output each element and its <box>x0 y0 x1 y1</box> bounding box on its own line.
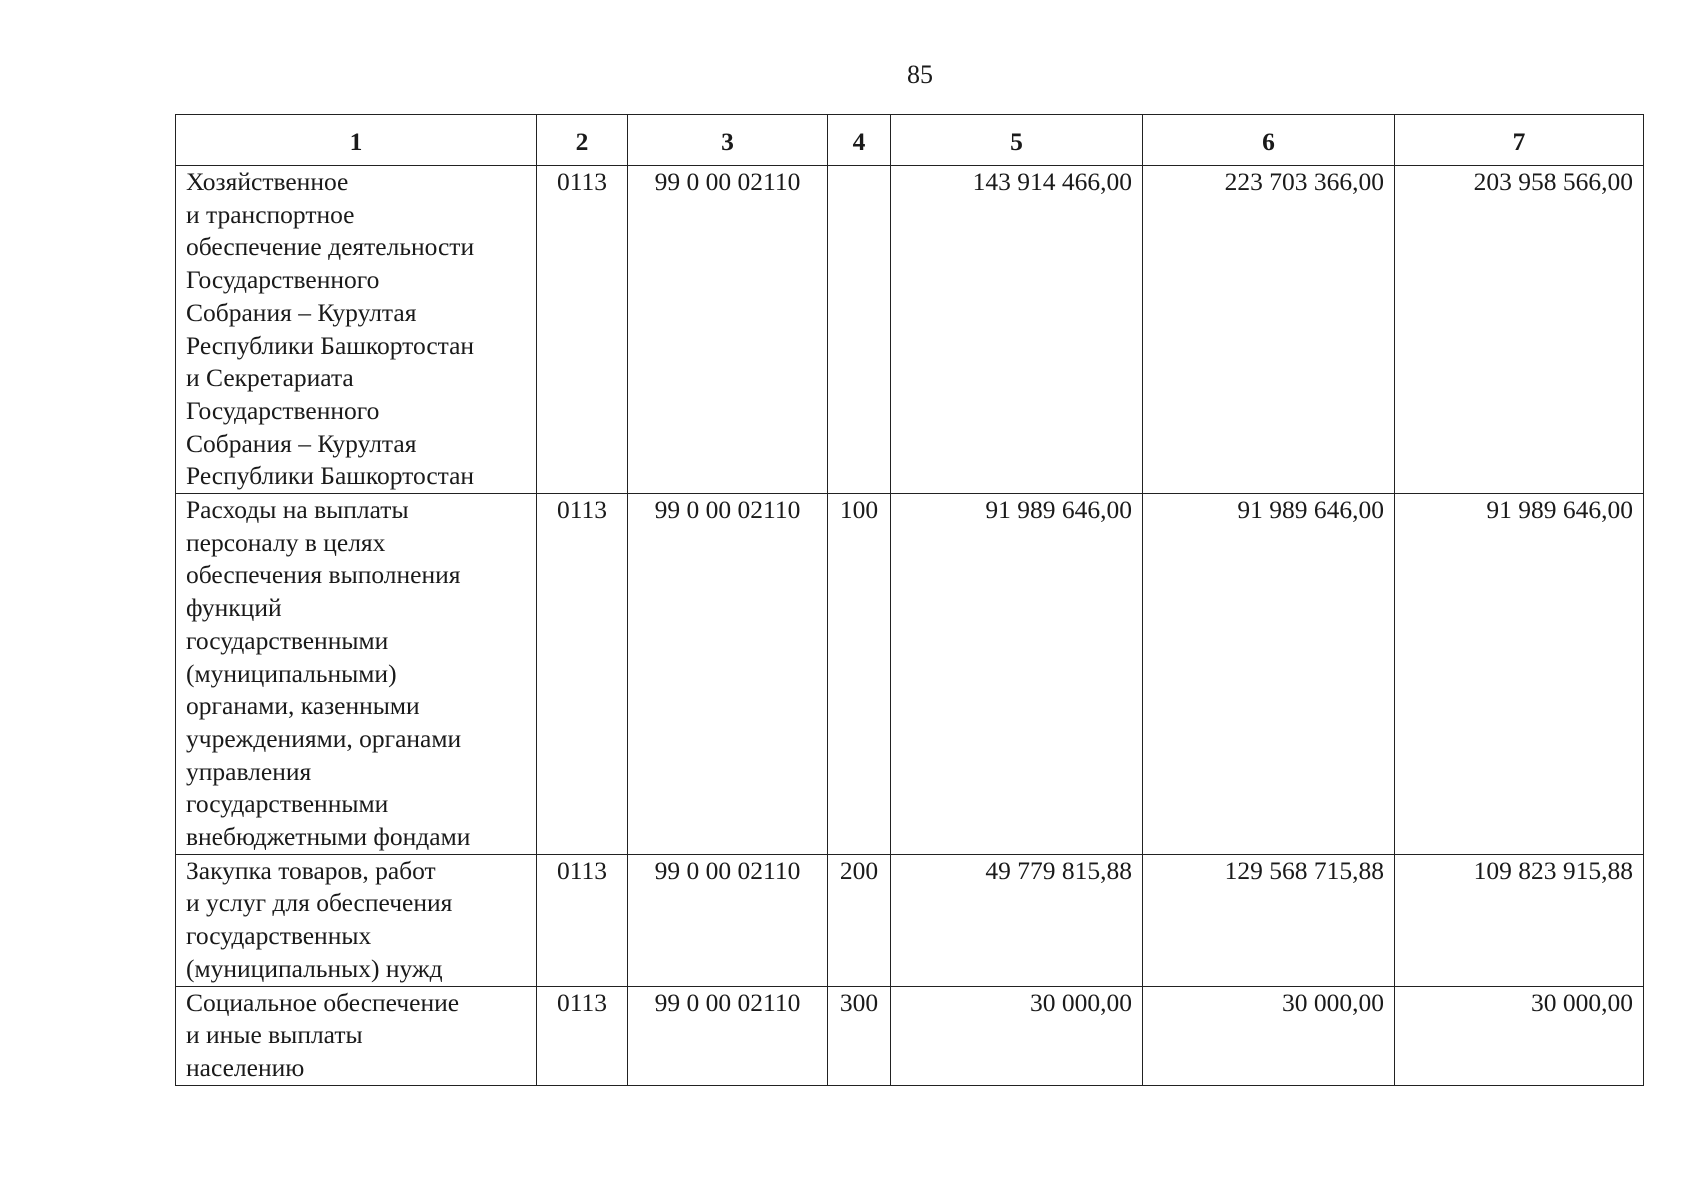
row-name: Хозяйственное и транспортное обеспечение деятельности Государственного Собрания – Курултая Республики Башкортостан и Секретариата Государственного Собрания – Курултая Республики Башкортостан <box>176 166 537 494</box>
row-section-code: 0113 <box>537 854 628 986</box>
row-amount-col6: 223 703 366,00 <box>1143 166 1395 494</box>
row-expense-type: 200 <box>828 854 891 986</box>
row-amount-col6: 129 568 715,88 <box>1143 854 1395 986</box>
header-col-7: 7 <box>1395 115 1644 166</box>
row-amount-col6: 30 000,00 <box>1143 986 1395 1085</box>
table-row <box>176 494 1644 855</box>
row-amount-col7: 203 958 566,00 <box>1395 166 1644 494</box>
row-amount-col6: 91 989 646,00 <box>1143 494 1395 855</box>
row-amount-col7: 91 989 646,00 <box>1395 494 1644 855</box>
row-section-code: 0113 <box>537 986 628 1085</box>
header-col-5: 5 <box>891 115 1143 166</box>
row-expense-type: 100 <box>828 494 891 855</box>
row-amount-col5: 143 914 466,00 <box>891 166 1143 494</box>
header-col-3: 3 <box>628 115 828 166</box>
row-amount-col7: 30 000,00 <box>1395 986 1644 1085</box>
row-amount-col5: 91 989 646,00 <box>891 494 1143 855</box>
header-col-2: 2 <box>537 115 628 166</box>
row-section-code: 0113 <box>537 166 628 494</box>
table-row <box>176 986 1644 1085</box>
row-amount-col5: 49 779 815,88 <box>891 854 1143 986</box>
table-row <box>176 166 1644 494</box>
header-row <box>176 115 1644 166</box>
page-number: 85 <box>907 60 933 89</box>
header-col-1: 1 <box>176 115 537 166</box>
row-name: Закупка товаров, работ и услуг для обеспечения государственных (муниципальных) нужд <box>176 854 537 986</box>
row-expense-type: 300 <box>828 986 891 1085</box>
row-target-article: 99 0 00 02110 <box>628 854 828 986</box>
row-target-article: 99 0 00 02110 <box>628 166 828 494</box>
row-target-article: 99 0 00 02110 <box>628 494 828 855</box>
row-name: Расходы на выплаты персоналу в целях обеспечения выполнения функций государственными (муниципальными) органами, казенными учреждениями, органами управления государственными внебюджетными фондами <box>176 494 537 855</box>
budget-table <box>175 114 1644 1086</box>
row-section-code: 0113 <box>537 494 628 855</box>
row-amount-col7: 109 823 915,88 <box>1395 854 1644 986</box>
table-row <box>176 854 1644 986</box>
header-col-4: 4 <box>828 115 891 166</box>
header-col-6: 6 <box>1143 115 1395 166</box>
row-name: Социальное обеспечение и иные выплаты населению <box>176 986 537 1085</box>
row-target-article: 99 0 00 02110 <box>628 986 828 1085</box>
row-expense-type <box>828 166 891 494</box>
row-amount-col5: 30 000,00 <box>891 986 1143 1085</box>
